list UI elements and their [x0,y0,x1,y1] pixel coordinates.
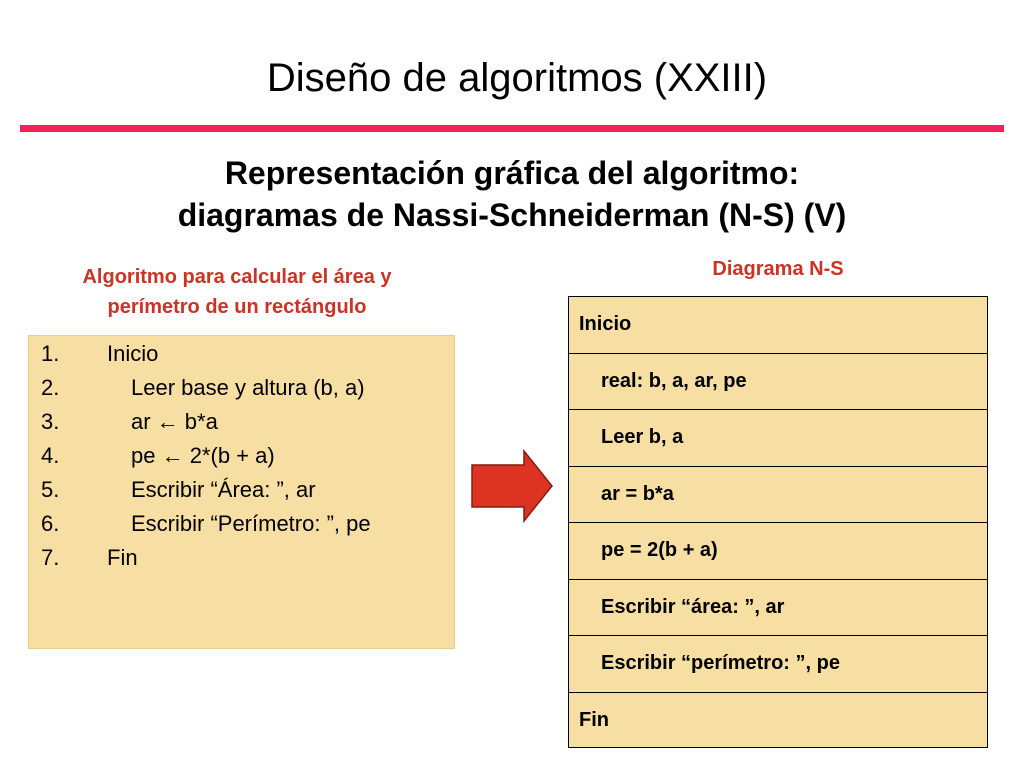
ns-block-start [569,297,987,354]
step-text: Escribir “Área: ”, ar [131,477,316,502]
algorithm-step [41,473,371,507]
subtitle-line-2: diagramas de Nassi-Schneiderman (N-S) (V) [177,197,847,233]
ns-block-text: Inicio [579,313,632,336]
ns-block-assign-area [569,467,987,524]
ns-block-write-area [569,580,987,637]
step-text: Leer base y altura (b, a) [131,375,365,400]
ns-block-text: ar = b*a [601,482,674,505]
ns-block-text: Fin [579,709,609,732]
slide-subtitle [0,152,1024,236]
step-number: 1. [41,341,60,366]
ns-block-text: Escribir “perímetro: ”, pe [601,652,840,675]
algorithm-step-list [41,337,371,575]
step-number: 5. [41,477,60,502]
ns-block-text: Leer b, a [601,426,684,449]
ns-block-declaration [569,354,987,411]
title-divider [20,125,1004,132]
algorithm-caption-line-1: Algoritmo para calcular el área y [82,266,392,288]
step-number: 6. [41,511,60,536]
arrow-shape [472,451,552,521]
ns-block-end [569,693,987,750]
algorithm-step [41,371,371,405]
step-number: 7. [41,545,60,570]
ns-block-text: Escribir “área: ”, ar [601,595,785,618]
ns-block-text: pe = 2(b + a) [601,539,718,562]
step-text: Escribir “Perímetro: ”, pe [131,511,371,536]
step-text: Inicio [107,341,159,366]
algorithm-step [41,541,371,575]
step-text: Fin [107,545,138,570]
ns-block-write-perimeter [569,636,987,693]
step-text: pe ← 2*(b + a) [131,443,275,468]
algorithm-box [28,335,455,649]
step-number: 4. [41,443,60,468]
subtitle-line-1: Representación gráfica del algoritmo: [224,155,800,191]
slide-title: Diseño de algoritmos (XXIII) [266,56,768,100]
step-text: ar ← b*a [131,409,218,434]
algorithm-step [41,439,371,473]
ns-block-read [569,410,987,467]
ns-block-assign-perimeter [569,523,987,580]
nassi-schneiderman-diagram [568,296,988,748]
algorithm-step [41,337,371,371]
ns-diagram-caption: Diagrama N-S [712,258,844,280]
right-arrow-icon [470,449,554,523]
step-number: 3. [41,409,60,434]
algorithm-caption-line-2: perímetro de un rectángulo [107,296,367,318]
algorithm-step [41,405,371,439]
algorithm-caption [20,262,454,322]
ns-block-text: real: b, a, ar, pe [601,369,747,392]
algorithm-step [41,507,371,541]
step-number: 2. [41,375,60,400]
